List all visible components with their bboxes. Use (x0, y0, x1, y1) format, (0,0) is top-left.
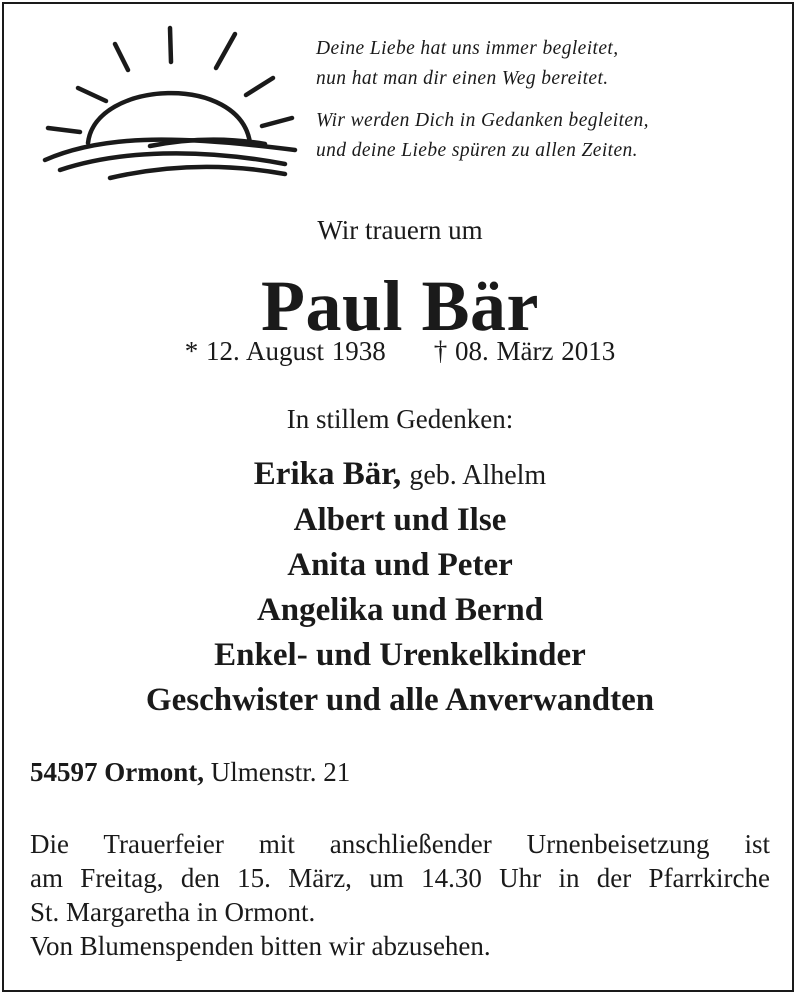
poem-line: Deine Liebe hat uns immer begleitet, (316, 38, 619, 59)
address-place: 54597 Ormont, (30, 757, 204, 787)
death-date: † 08. März 2013 (433, 336, 616, 366)
poem (316, 34, 786, 178)
mourner-row: Albert und Ilse (293, 502, 507, 538)
mourners-list (0, 452, 800, 723)
mourner-row: Anita und Peter (287, 547, 513, 583)
poem-line: nun hat man dir einen Weg bereitet. (316, 68, 609, 89)
memorial-label: In stillem Gedenken: (286, 404, 514, 434)
maiden-name: geb. Alhelm (409, 460, 547, 491)
mourner-row: Angelika und Bernd (256, 592, 544, 628)
poem-line: und deine Liebe spüren zu allen Zeiten. (316, 140, 638, 161)
mourning-lead: Wir trauern um (317, 215, 483, 245)
poem-stanza (316, 106, 786, 166)
notice-line: am Freitag, den 15. März, um 14.30 Uhr in der Pfarrkirche (30, 863, 770, 893)
poem-stanza (316, 34, 786, 94)
address (30, 757, 350, 788)
deceased-name: Paul Bär (260, 266, 539, 346)
notice-line: Die Trauerfeier mit anschließender Urnenbeisetzung ist (30, 829, 770, 859)
address-street: Ulmenstr. 21 (210, 757, 351, 787)
mourner-row: Enkel- und Urenkelkinder (214, 637, 586, 673)
mourner-name: Erika Bär, (253, 456, 402, 492)
notice-line: St. Margaretha in Ormont. (30, 897, 316, 927)
life-dates (0, 336, 800, 367)
mourner-row: Geschwister und alle Anverwandten (145, 682, 655, 718)
setting-sun-icon (40, 18, 305, 183)
birth-date: * 12. August 1938 (184, 336, 386, 366)
mourner-row (0, 452, 800, 498)
poem-line: Wir werden Dich in Gedanken begleiten, (316, 110, 649, 131)
notice-line: Von Blumenspenden bitten wir abzusehen. (30, 931, 491, 961)
funeral-notice (30, 827, 770, 963)
